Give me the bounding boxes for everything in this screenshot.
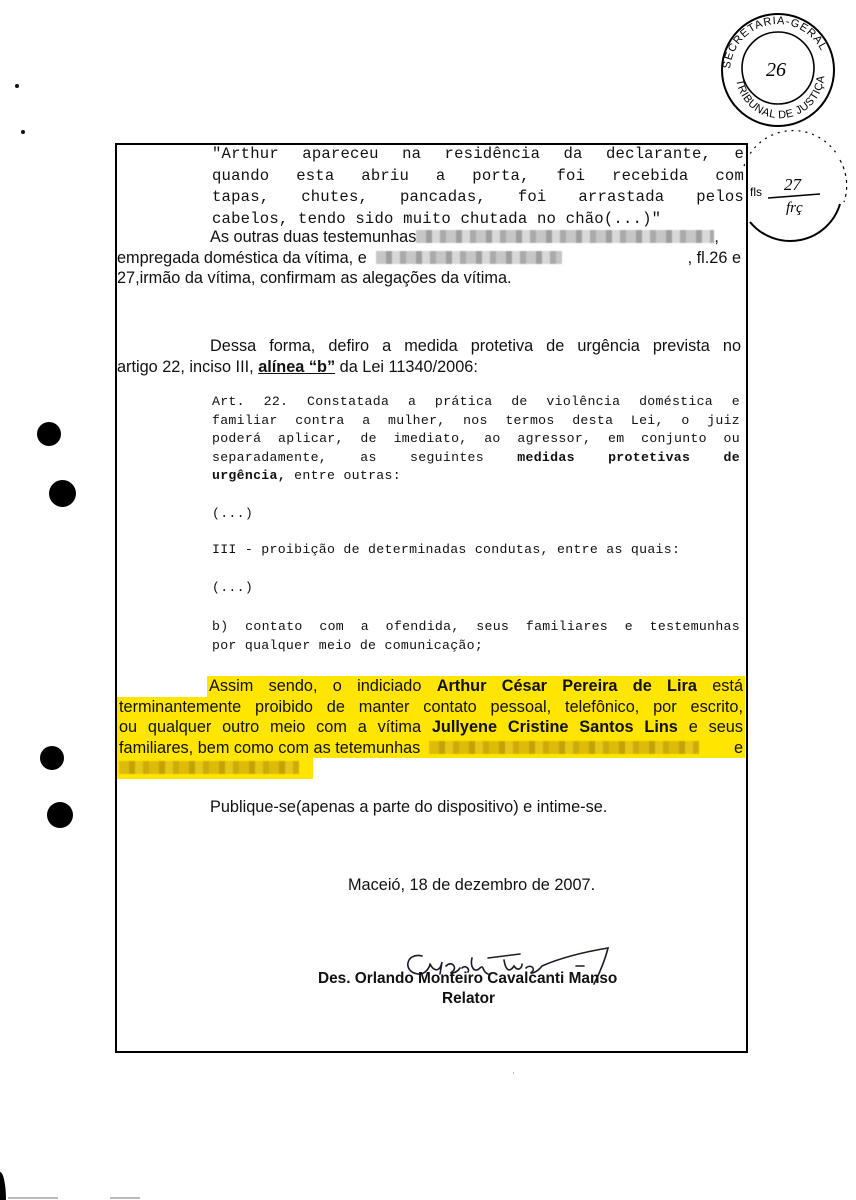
quote-line: tapas, chutes, pancadas, foi arrastada pelos (212, 188, 744, 207)
punch-hole (40, 746, 64, 770)
quote-line: "Arthur apareceu na residência da declarante, e (212, 145, 744, 163)
law-item-iii: III - proibição de determinadas condutas, entre as quais: (212, 542, 681, 557)
signatory-name: Des. Orlando Monteiro Cavalcanti Manso (318, 970, 618, 987)
secretaria-geral-stamp (716, 8, 842, 128)
scan-speck (513, 1072, 514, 1074)
publish-instruction: Publique-se(apenas a parte do dispositivo) e intime-se. (210, 798, 608, 816)
law-item-b: b) contato com a ofendida, seus familiares e testemunhas por qualquer meio de comunicação; (212, 619, 740, 653)
law-ellipsis: (...) (212, 580, 254, 595)
scan-edge-line (110, 1197, 140, 1199)
law-ellipsis: (...) (212, 506, 254, 521)
victim-name: Jullyene Cristine Santos Lins (431, 718, 678, 737)
punch-hole (47, 802, 73, 828)
alinea-b-emphasis: alínea “b” (258, 357, 336, 376)
stamp-top-text: SECRETARIA-GERAL (721, 14, 830, 70)
highlighted-prohibition-paragraph: Assim sendo, o indiciado Arthur César Pereira de Lira está terminantemente proibido de manter contato pessoal, telefônico, por escrito, ou qualquer outro meio com a vítima Jullyene Cristine Santos Lins e seus familiares, bem como com as tetemunhas e (117, 676, 745, 779)
folio-number: 27 (784, 175, 801, 194)
scan-speck (21, 130, 25, 134)
scan-speck (15, 84, 19, 88)
decision-paragraph: Dessa forma, defiro a medida protetiva de urgência prevista no artigo 22, inciso III, alínea “b” da Lei 11340/2006: (117, 337, 741, 376)
witnesses-paragraph: As outras duas testemunhas , empregada doméstica da vítima, e , fl.26 e 27,irmão da vítima, confirmam as alegações da vítima. (117, 228, 741, 287)
punch-hole (49, 480, 76, 507)
law-citation: Art. 22. Constatada a prática de violência doméstica e familiar contra a mulher, nos termos desta Lei, o juiz poderá aplicar, de imediato, ao agressor, em conjunto ou separadamente, as seguintes medidas protetivas de urgência, entre outras: (212, 394, 740, 484)
testimony-quote (212, 144, 744, 231)
folio-initials: frç (786, 200, 803, 216)
signatory-role: Relator (442, 990, 496, 1007)
date-location: Maceió, 18 de dezembro de 2007. (348, 876, 596, 894)
stamp-bottom-text: TRIBUNAL DE JUSTIÇA (733, 74, 828, 122)
redacted-witness-name (119, 761, 299, 774)
redacted-witness-name (416, 230, 714, 243)
scan-edge-shadow (0, 1172, 6, 1200)
punch-hole (37, 422, 61, 446)
quote-line: cabelos, tendo sido muito chutada no chão(...)" (212, 210, 662, 229)
redacted-witness-name (376, 251, 562, 264)
stamp-page-number: 26 (766, 59, 786, 81)
folio-label: fls (750, 185, 762, 199)
accused-name: Arthur César Pereira de Lira (436, 677, 697, 695)
quote-line: quando esta abriu a porta, foi recebida com (212, 166, 744, 185)
scan-edge-line (8, 1197, 58, 1199)
redacted-witness-name (429, 741, 699, 754)
